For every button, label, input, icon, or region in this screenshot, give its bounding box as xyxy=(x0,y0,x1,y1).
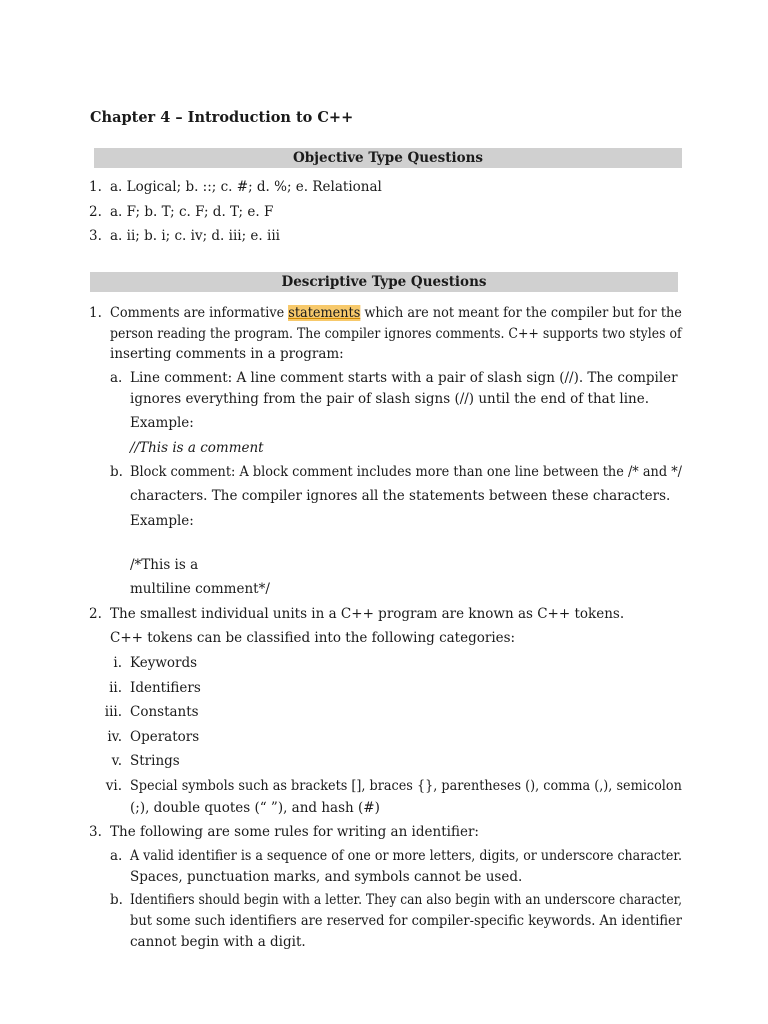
q1a-line1: Line comment: A line comment starts with a pair of slash sign (//). The compiler xyxy=(130,370,678,386)
q1-line2: person reading the program. The compiler ignores comments. C++ supports two styles of xyxy=(110,326,682,342)
q1b-line1: Block comment: A block comment includes more than one line between the /* and */ xyxy=(130,464,682,480)
q3a-line1: A valid identifier is a sequence of one or more letters, digits, or underscore character. xyxy=(130,848,683,864)
q2-item-3-num: iii. xyxy=(104,704,122,720)
q1-line1 xyxy=(110,303,682,323)
q3a-label: a. xyxy=(110,848,123,864)
objective-item-2: a. F; b. T; c. F; d. T; e. F xyxy=(110,204,274,220)
q1-text-pre: Comments are informative xyxy=(110,305,289,321)
q2-line2: C++ tokens can be classified into the following categories: xyxy=(110,630,516,646)
objective-item-1: a. Logical; b. ::; c. #; d. %; e. Relational xyxy=(110,179,382,195)
q2-item-6-num: vi. xyxy=(105,778,122,794)
chapter-title: Chapter 4 – Introduction to C++ xyxy=(90,109,354,126)
q3b-line1: Identifiers should begin with a letter. They can also begin with an underscore character, xyxy=(130,892,683,908)
q1a-example: //This is a comment xyxy=(130,440,264,456)
q2-item-2: Identifiers xyxy=(130,680,201,696)
objective-header-label: Objective Type Questions xyxy=(292,150,484,166)
q2-item-6: Special symbols such as brackets [], braces {}, parentheses (), comma (,), semicolon xyxy=(130,778,682,794)
q1b-label: b. xyxy=(110,464,123,480)
q1a-example-label: Example: xyxy=(130,415,194,431)
q2-item-1-num: i. xyxy=(113,655,122,671)
q3-num: 3. xyxy=(89,824,102,840)
descriptive-section-header xyxy=(90,272,678,292)
q1b-example-line1: /*This is a xyxy=(130,557,199,573)
q1-text-post: which are not meant for the compiler but for the xyxy=(360,305,682,321)
q1b-line2: characters. The compiler ignores all the statements between these characters. xyxy=(130,488,671,504)
q2-num: 2. xyxy=(89,606,102,622)
q3a-line2: Spaces, punctuation marks, and symbols cannot be used. xyxy=(130,869,523,885)
q2-item-3: Constants xyxy=(130,704,199,720)
q3-line1: The following are some rules for writing an identifier: xyxy=(110,824,479,840)
q2-item-5: Strings xyxy=(130,753,180,769)
objective-item-2-num: 2. xyxy=(89,204,102,220)
q2-item-4-num: iv. xyxy=(107,729,122,745)
highlighted-word: statements xyxy=(288,305,361,321)
objective-item-1-num: 1. xyxy=(89,179,102,195)
q2-item-2-num: ii. xyxy=(109,680,122,696)
q1b-example-label: Example: xyxy=(130,513,194,529)
q2-item-5-num: v. xyxy=(111,753,122,769)
objective-item-3: a. ii; b. i; c. iv; d. iii; e. iii xyxy=(110,228,280,244)
q3b-line2: but some such identifiers are reserved for compiler-specific keywords. An identifier xyxy=(130,913,682,929)
objective-section-header xyxy=(94,148,682,168)
q1a-label: a. xyxy=(110,370,123,386)
q2-item-1: Keywords xyxy=(130,655,198,671)
q1a-line2: ignores everything from the pair of slash signs (//) until the end of that line. xyxy=(130,391,650,407)
q1b-example-line2: multiline comment*/ xyxy=(130,581,270,597)
q2-item-4: Operators xyxy=(130,729,200,745)
q1-line3: inserting comments in a program: xyxy=(110,346,344,362)
q2-item-6-line2: (;), double quotes (“ ”), and hash (#) xyxy=(130,800,380,816)
q2-line1: The smallest individual units in a C++ program are known as C++ tokens. xyxy=(110,606,625,622)
q1-num: 1. xyxy=(89,305,102,321)
q3b-label: b. xyxy=(110,892,123,908)
objective-item-3-num: 3. xyxy=(89,228,102,244)
q3b-line3: cannot begin with a digit. xyxy=(130,934,306,950)
descriptive-header-label: Descriptive Type Questions xyxy=(281,274,487,290)
